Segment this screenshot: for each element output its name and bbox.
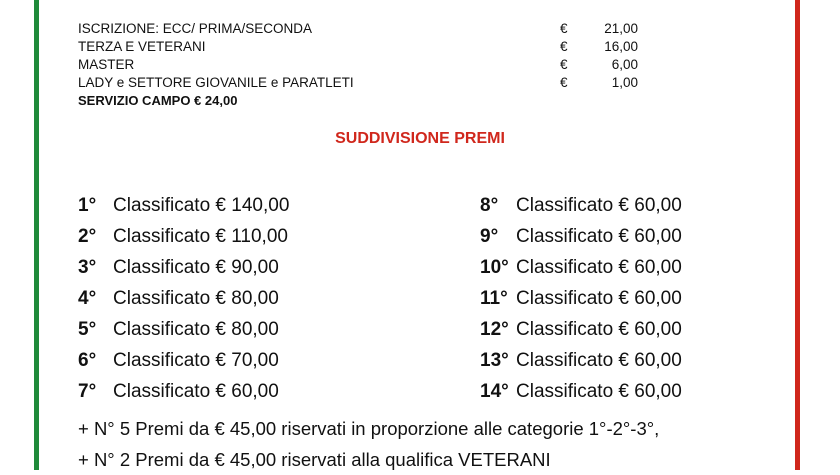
prize-text: Classificato € 60,00: [516, 195, 682, 216]
prize-rank: 7°: [78, 381, 97, 402]
fee-amount: 6,00: [611, 57, 638, 72]
fee-amount: 16,00: [604, 39, 638, 54]
fee-row: [78, 20, 638, 38]
prize-text: Classificato € 60,00: [516, 319, 682, 340]
fee-label: MASTER: [78, 57, 135, 72]
prize-row: [78, 252, 289, 283]
fee-row: [78, 56, 638, 74]
prizes-column-right: [480, 190, 682, 407]
fees-section: [78, 20, 638, 110]
border-stripe-red: [795, 0, 800, 470]
prize-row: [480, 345, 682, 376]
tricolor-border-right: [795, 0, 800, 470]
prize-row: [78, 314, 289, 345]
prize-rank: 12°: [480, 319, 509, 340]
prize-row: [78, 221, 289, 252]
prize-text: Classificato € 140,00: [113, 195, 290, 216]
prize-rank: 4°: [78, 288, 97, 309]
prize-text: Classificato € 80,00: [113, 319, 279, 340]
prize-rank: 6°: [78, 350, 97, 371]
border-stripe-green: [34, 0, 39, 470]
fee-row: [78, 74, 638, 92]
prize-text: Classificato € 60,00: [516, 257, 682, 278]
prize-text: Classificato € 60,00: [516, 226, 682, 247]
prize-text: Classificato € 60,00: [516, 350, 682, 371]
prize-row: [480, 376, 682, 407]
prize-text: Classificato € 60,00: [516, 381, 682, 402]
prize-rank: 10°: [480, 257, 509, 278]
prize-text: Classificato € 60,00: [113, 381, 279, 402]
prize-row: [78, 190, 289, 221]
prize-rank: 2°: [78, 226, 97, 247]
prize-rank: 9°: [480, 226, 499, 247]
prize-row: [480, 221, 682, 252]
prize-row: [480, 252, 682, 283]
fee-currency: €: [560, 75, 568, 90]
prize-rank: 11°: [480, 288, 508, 309]
prize-rank: 14°: [480, 381, 509, 402]
prize-row: [78, 283, 289, 314]
fee-currency: €: [560, 39, 568, 54]
prize-text: Classificato € 110,00: [113, 226, 288, 247]
fee-label: TERZA E VETERANI: [78, 39, 206, 54]
prize-row: [78, 376, 289, 407]
note-line: + N° 5 Premi da € 45,00 riservati in proporzione alle categorie 1°-2°-3°,: [78, 418, 660, 439]
fee-row: [78, 38, 638, 56]
fee-label: ISCRIZIONE: ECC/ PRIMA/SECONDA: [78, 21, 313, 36]
fee-amount: 21,00: [604, 21, 638, 36]
prize-row: [480, 283, 682, 314]
notes-section: [78, 413, 659, 475]
prize-text: Classificato € 90,00: [113, 257, 279, 278]
prize-rank: 8°: [480, 195, 499, 216]
prizes-title: SUDDIVISIONE PREMI: [335, 130, 505, 147]
tricolor-border-left: [34, 0, 39, 470]
fee-currency: €: [560, 57, 568, 72]
prize-rank: 13°: [480, 350, 509, 371]
prize-row: [480, 314, 682, 345]
prize-text: Classificato € 70,00: [113, 350, 279, 371]
fee-label: LADY e SETTORE GIOVANILE e PARATLETI: [78, 75, 354, 90]
fee-currency: €: [560, 21, 568, 36]
prize-text: Classificato € 60,00: [516, 288, 682, 309]
prize-row: [78, 345, 289, 376]
service-fee: SERVIZIO CAMPO € 24,00: [78, 93, 238, 108]
prize-rank: 1°: [78, 195, 97, 216]
fee-amount: 1,00: [611, 75, 638, 90]
note-line: + N° 2 Premi da € 45,00 riservati alla qualifica VETERANI: [78, 449, 551, 470]
prize-row: [480, 190, 682, 221]
prizes-column-left: [78, 190, 289, 407]
prize-rank: 3°: [78, 257, 97, 278]
prize-text: Classificato € 80,00: [113, 288, 279, 309]
prize-rank: 5°: [78, 319, 97, 340]
